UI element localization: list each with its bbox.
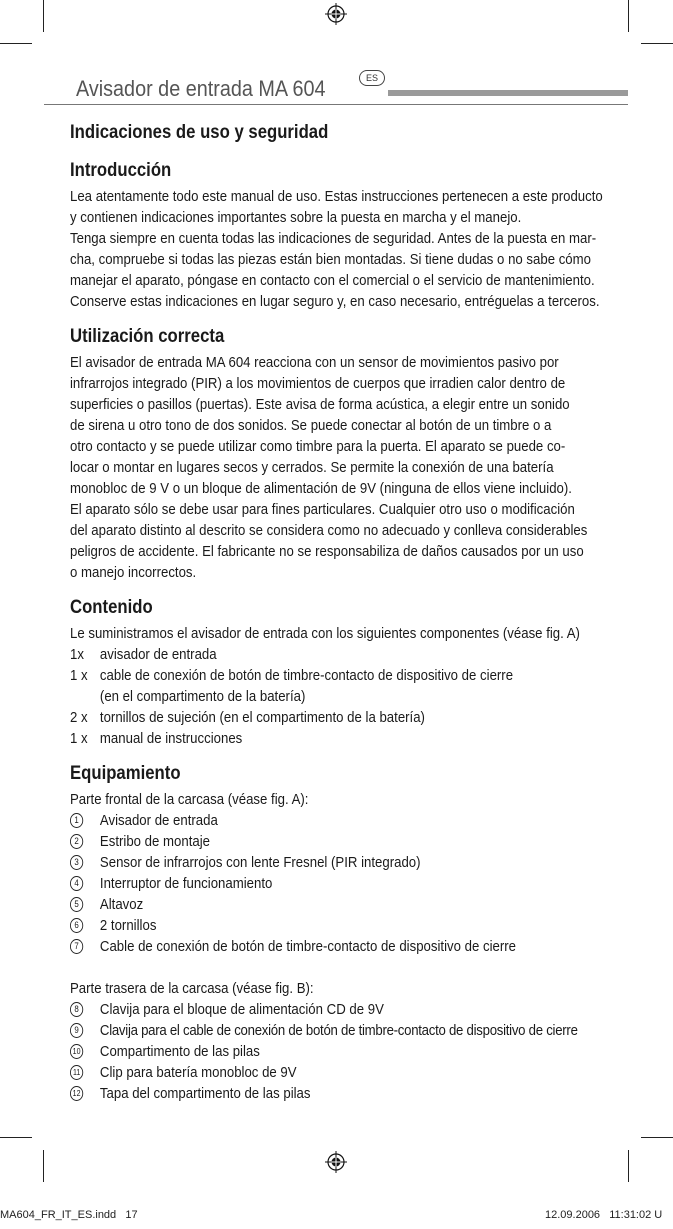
- registration-mark-icon: [325, 3, 347, 25]
- list-item-text: (en el compartimento de la batería): [99, 688, 306, 705]
- item-number-badge: 5: [70, 897, 83, 912]
- item-number-badge: 3: [70, 855, 83, 870]
- list-item: [70, 707, 605, 728]
- item-number-badge: 10: [70, 1044, 83, 1059]
- list-item-continuation: [70, 686, 605, 707]
- section-heading-contents: Contenido: [70, 597, 153, 618]
- list-item-qty: 2 x: [70, 709, 88, 726]
- list-item: [70, 999, 605, 1020]
- item-number-badge: 6: [70, 918, 83, 933]
- paragraph-line: locar o montar en lugares secos y cerrados. Se permite la conexión de una batería: [70, 459, 554, 476]
- crop-mark: [0, 43, 32, 44]
- paragraph-line: cha, compruebe si todas las piezas están bien montadas. Si tiene dudas o no sabe cómo: [70, 251, 591, 268]
- item-number-badge: 11: [70, 1065, 83, 1080]
- list-item-text: Estribo de montaje: [99, 833, 210, 850]
- paragraph-line: infrarrojos integrado (PIR) a los movimientos de cuerpos que irradien calor dentro de: [70, 375, 566, 392]
- crop-mark: [641, 1137, 673, 1138]
- item-number-badge: 9: [70, 1023, 83, 1038]
- list-item: [70, 831, 605, 852]
- section-heading-equipment: Equipamiento: [70, 763, 181, 784]
- list-item: [70, 810, 605, 831]
- paragraph-line: Tenga siempre en cuenta todas las indicaciones de seguridad. Antes de la puesta en mar-: [70, 230, 597, 247]
- list-item: [70, 936, 605, 957]
- item-number-badge: 12: [70, 1086, 83, 1101]
- list-item-text: cable de conexión de botón de timbre-contacto de dispositivo de cierre: [99, 667, 514, 684]
- crop-mark: [628, 0, 629, 32]
- page-header-title: Avisador de entrada MA 604: [76, 76, 326, 101]
- item-number-badge: 8: [70, 1002, 83, 1017]
- list-item-text: Clip para batería monobloc de 9V: [99, 1064, 297, 1081]
- list-item-text: Tapa del compartimento de las pilas: [99, 1085, 311, 1102]
- item-number-badge: 7: [70, 939, 83, 954]
- header-rule: [44, 104, 628, 105]
- paragraph-line: El aparato sólo se debe usar para fines particulares. Cualquier otro uso o modificación: [70, 501, 575, 518]
- list-item: [70, 1062, 605, 1083]
- list-item: [70, 728, 605, 749]
- footer-file-info: MA604_FR_IT_ES.indd 17: [0, 1209, 138, 1221]
- item-number-badge: 2: [70, 834, 83, 849]
- list-item-text: manual de instrucciones: [99, 730, 243, 747]
- list-item-qty: 1 x: [70, 667, 88, 684]
- content: [70, 122, 605, 1104]
- paragraph-line: peligros de accidente. El fabricante no se responsabiliza de daños causados por un uso: [70, 543, 584, 560]
- spacer: [70, 957, 605, 978]
- list-item-text: Interruptor de funcionamiento: [99, 875, 273, 892]
- front-label: Parte frontal de la carcasa (véase fig. A):: [70, 791, 309, 808]
- list-item-text: Compartimento de las pilas: [99, 1043, 260, 1060]
- paragraph-line: Lea atentamente todo este manual de uso. Estas instrucciones pertenecen a este producto: [70, 188, 603, 205]
- crop-mark: [628, 1150, 629, 1182]
- paragraph-line: El avisador de entrada MA 604 reacciona con un sensor de movimientos pasivo por: [70, 354, 559, 371]
- list-item: [70, 1020, 605, 1041]
- list-item-text: 2 tornillos: [99, 917, 157, 934]
- list-item: [70, 852, 605, 873]
- registration-mark-icon: [325, 1151, 347, 1173]
- header-rule-thick: [388, 90, 628, 96]
- main-title: Indicaciones de uso y seguridad: [70, 122, 329, 143]
- list-item-text: avisador de entrada: [99, 646, 217, 663]
- paragraph-line: o manejo incorrectos.: [70, 564, 197, 581]
- paragraph-line: de sirena u otro tono de dos sonidos. Se puede conectar al botón de un timbre o a: [70, 417, 552, 434]
- back-label: Parte trasera de la carcasa (véase fig. B):: [70, 980, 314, 997]
- list-item-text: Cable de conexión de botón de timbre-contacto de dispositivo de cierre: [99, 938, 516, 955]
- paragraph-line: y contienen indicaciones importantes sobre la puesta en marcha y el manejo.: [70, 209, 522, 226]
- list-item-text: Clavija para el cable de conexión de botón de timbre-contacto de dispositivo de cierre: [99, 1022, 578, 1039]
- section-heading-usage: Utilización correcta: [70, 326, 225, 347]
- list-item-text: Sensor de infrarrojos con lente Fresnel (PIR integrado): [99, 854, 421, 871]
- list-item: [70, 894, 605, 915]
- list-item-text: tornillos de sujeción (en el compartimento de la batería): [99, 709, 425, 726]
- crop-mark: [641, 43, 673, 44]
- item-number-badge: 1: [70, 813, 83, 828]
- contents-intro: Le suministramos el avisador de entrada con los siguientes componentes (véase fig. A): [70, 625, 580, 642]
- list-item-qty: 1x: [70, 646, 84, 663]
- list-item: [70, 1083, 605, 1104]
- paragraph-line: otro contacto y se puede utilizar como timbre para la puerta. El aparato se puede co-: [70, 438, 566, 455]
- footer-timestamp: 12.09.2006 11:31:02 U: [545, 1209, 663, 1221]
- list-item: [70, 665, 605, 686]
- crop-mark: [0, 1137, 32, 1138]
- paragraph-line: Conserve estas indicaciones en lugar seguro y, en caso necesario, entréguelas a terceros.: [70, 293, 600, 310]
- list-item: [70, 1041, 605, 1062]
- paragraph-line: del aparato distinto al descrito se considera como no adecuado y conlleva considerables: [70, 522, 588, 539]
- list-item: [70, 873, 605, 894]
- section-heading-intro: Introducción: [70, 160, 172, 181]
- list-item-text: Clavija para el bloque de alimentación CD de 9V: [99, 1001, 384, 1018]
- list-item: [70, 915, 605, 936]
- paragraph-line: superficies o pasillos (puertas). Este avisa de forma acústica, a elegir entre un sonido: [70, 396, 570, 413]
- list-item-text: Avisador de entrada: [99, 812, 218, 829]
- crop-mark: [43, 1150, 44, 1182]
- item-number-badge: 4: [70, 876, 83, 891]
- list-item-text: Altavoz: [99, 896, 144, 913]
- language-badge: ES: [359, 70, 385, 86]
- list-item-qty: 1 x: [70, 730, 88, 747]
- paragraph-line: manejar el aparato, póngase en contacto con el comercial o el servicio de mantenimiento.: [70, 272, 595, 289]
- list-item: [70, 644, 605, 665]
- paragraph-line: monobloc de 9 V o un bloque de alimentación de 9V (ninguna de ellos viene incluido).: [70, 480, 572, 497]
- crop-mark: [43, 0, 44, 32]
